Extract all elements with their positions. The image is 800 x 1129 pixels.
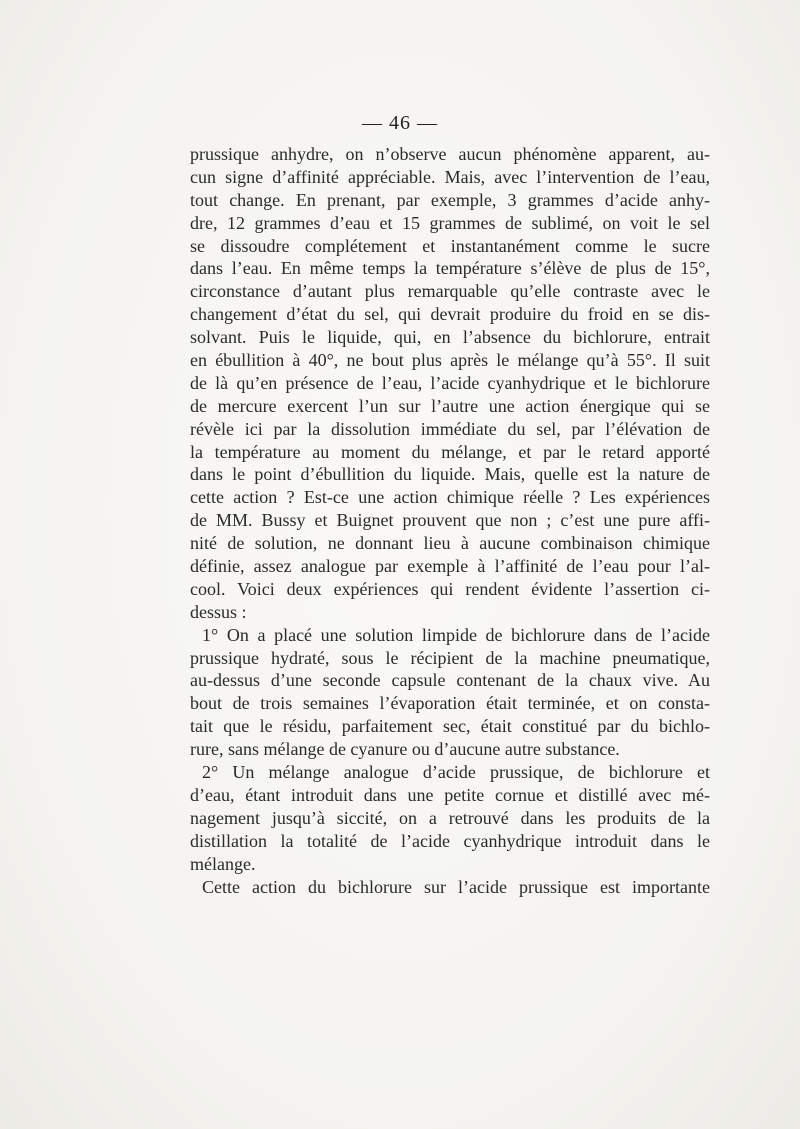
text-line: nité de solution, ne donnant lieu à aucune combinaison chimique	[190, 533, 710, 554]
text-line: solvant. Puis le liquide, qui, en l’absence du bichlorure, entrait	[190, 327, 710, 348]
text-line: Cette action du bichlorure sur l’acide prussique est importante	[202, 876, 710, 897]
text-line: prussique anhydre, on n’observe aucun phénomène apparent, au-	[190, 144, 710, 164]
text-line: tout change. En prenant, par exemple, 3 grammes d’acide anhy-	[190, 189, 710, 210]
text-line: cette action ? Est-ce une action chimique réelle ? Les expériences	[190, 487, 710, 508]
text-line: distillation la totalité de l’acide cyanhydrique introduit dans le	[190, 830, 710, 851]
text-line: de là qu’en présence de l’eau, l’acide cyanhydrique et le bichlorure	[190, 372, 710, 393]
text-line: 1° On a placé une solution limpide de bichlorure dans de l’acide	[202, 624, 710, 645]
text-line: d’eau, étant introduit dans une petite cornue et distillé avec mé-	[190, 784, 710, 805]
text-line: cool. Voici deux expériences qui rendent évidente l’assertion ci-	[190, 578, 710, 599]
text-line: prussique hydraté, sous le récipient de la machine pneumatique,	[190, 647, 710, 668]
text-line: au-dessus d’une seconde capsule contenant de la chaux vive. Au	[190, 670, 710, 691]
text-line: tait que le résidu, parfaitement sec, était constitué par du bichlo-	[190, 716, 710, 737]
text-line: la température au moment du mélange, et par le retard apporté	[190, 441, 710, 462]
page-number: — 46 —	[362, 112, 438, 134]
text-line: en ébullition à 40°, ne bout plus après le mélange qu’à 55°. Il suit	[190, 350, 710, 371]
text-line: définie, assez analogue par exemple à l’affinité de l’eau pour l’al-	[190, 556, 710, 577]
text-line: changement d’état du sel, qui devrait produire du froid en se dis-	[190, 304, 710, 325]
text-line: dans l’eau. En même temps la température s’élève de plus de 15°,	[190, 258, 710, 279]
text-line: dans le point d’ébullition du liquide. Mais, quelle est la nature de	[190, 464, 710, 485]
text-line: révèle ici par la dissolution immédiate du sel, par l’élévation de	[190, 418, 710, 439]
text-line: dessus :	[190, 601, 247, 622]
text-line: dre, 12 grammes d’eau et 15 grammes de sublimé, on voit le sel	[190, 212, 710, 233]
text-line: cun signe d’affinité appréciable. Mais, avec l’intervention de l’eau,	[190, 166, 710, 187]
text-line: se dissoudre complétement et instantanément comme le sucre	[190, 235, 710, 256]
text-line: bout de trois semaines l’évaporation était terminée, et on consta-	[190, 693, 710, 714]
text-line: de mercure exercent l’un sur l’autre une action énergique qui se	[190, 395, 710, 416]
text-line: circonstance d’autant plus remarquable qu’elle contraste avec le	[190, 281, 710, 302]
text-line: de MM. Bussy et Buignet prouvent que non ; c’est une pure affi-	[190, 510, 710, 531]
text-line: mélange.	[190, 853, 256, 874]
body-text	[190, 143, 710, 898]
text-line: 2° Un mélange analogue d’acide prussique, de bichlorure et	[202, 762, 710, 783]
text-line: rure, sans mélange de cyanure ou d’aucune autre substance.	[190, 739, 620, 760]
text-line: nagement jusqu’à siccité, on a retrouvé dans les produits de la	[190, 807, 710, 828]
